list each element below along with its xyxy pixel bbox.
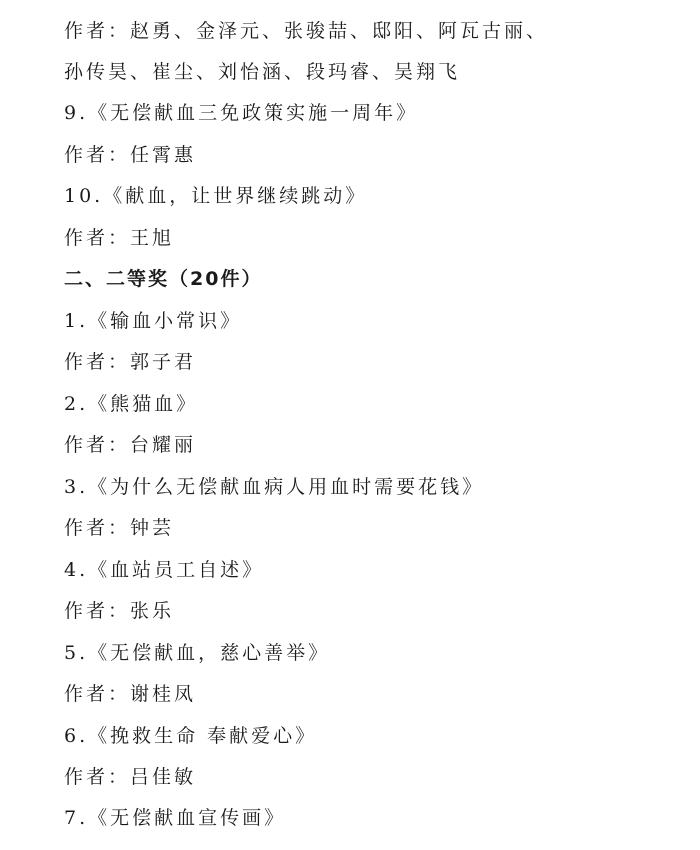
author-line: 作者：钟芸 (64, 517, 175, 539)
author-line: 作者：郭子君 (64, 351, 197, 373)
author-line: 作者：张乐 (64, 600, 175, 622)
entry-title: 6.《挽救生命 奉献爱心》 (64, 725, 318, 747)
entry-title: 2.《熊猫血》 (64, 393, 199, 415)
author-line: 作者：谢桂凤 (64, 683, 197, 705)
author-line: 孙传昊、崔尘、刘怡涵、段玛睿、吴翔飞 (64, 61, 461, 83)
author-line: 作者：任霄惠 (64, 144, 197, 166)
author-line: 作者：赵勇、金泽元、张骏喆、邸阳、阿瓦古丽、 (64, 20, 549, 42)
entry-title: 9.《无偿献血三免政策实施一周年》 (64, 102, 419, 124)
entry-title: 3.《为什么无偿献血病人用血时需要花钱》 (64, 476, 485, 498)
section-heading: 二、二等奖（20件） (64, 268, 263, 290)
author-line: 作者：王旭 (64, 227, 175, 249)
entry-title: 1.《输血小常识》 (64, 310, 243, 332)
entry-title: 7.《无偿献血宣传画》 (64, 807, 287, 829)
author-line: 作者：吕佳敏 (64, 766, 197, 788)
entry-title: 10.《献血，让世界继续跳动》 (64, 185, 368, 207)
entry-title: 4.《血站员工自述》 (64, 559, 265, 581)
author-line: 作者：台耀丽 (64, 434, 197, 456)
entry-title: 5.《无偿献血，慈心善举》 (64, 642, 331, 664)
